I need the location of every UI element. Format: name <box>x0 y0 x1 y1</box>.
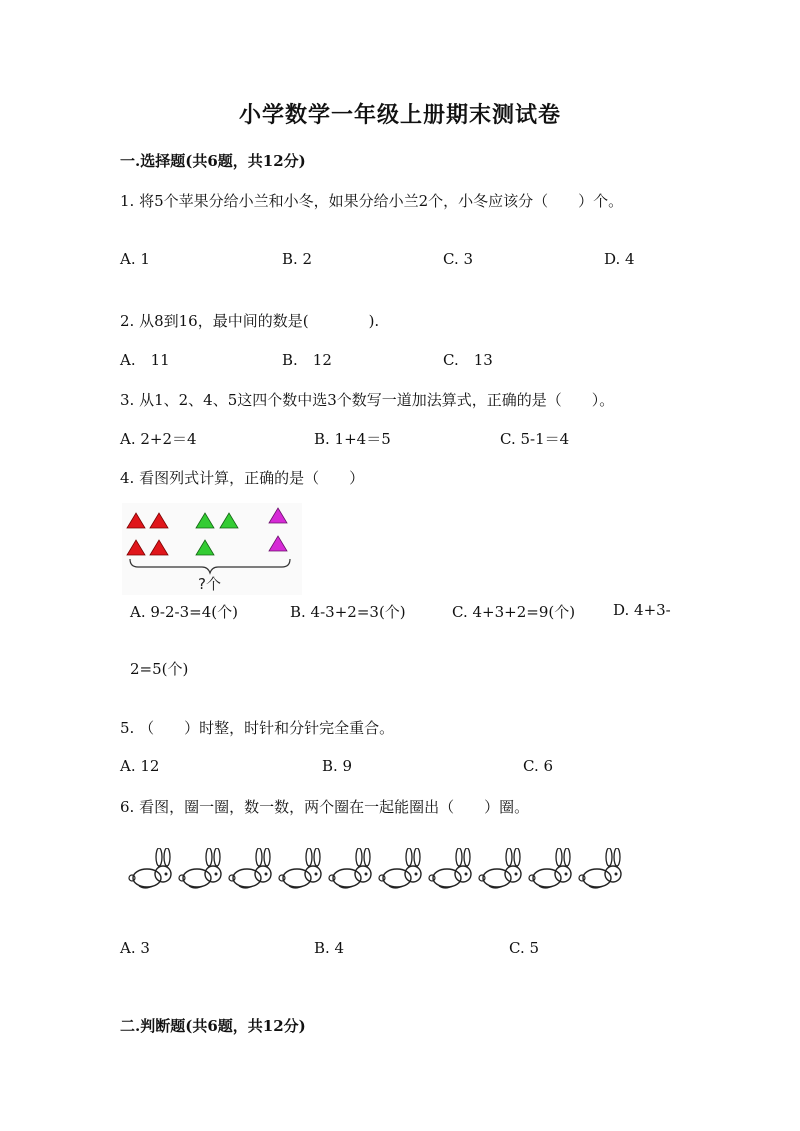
rabbit-icon <box>129 848 171 888</box>
rabbit-row <box>125 848 625 894</box>
q5-option-c[interactable]: C. 6 <box>523 757 554 775</box>
q5-option-a[interactable]: A. 12 <box>120 757 160 775</box>
q2-option-c[interactable]: C. 13 <box>443 351 493 369</box>
figure-label: ?个 <box>198 575 221 593</box>
page-title: 小学数学一年级上册期末测试卷 <box>238 102 561 128</box>
section-heading-choice: 一.选择题(共6题，共12分) <box>120 152 306 170</box>
q3-option-a[interactable]: A. 2+2＝4 <box>120 430 197 448</box>
question-4: 4. 看图列式计算，正确的是（ ） <box>120 469 365 487</box>
q2-option-b[interactable]: B. 12 <box>282 351 332 369</box>
q4-option-d[interactable]: D. 4+3- <box>613 601 671 619</box>
q6-option-a[interactable]: A. 3 <box>120 939 150 957</box>
question-1: 1. 将5个苹果分给小兰和小冬，如果分给小兰2个，小冬应该分（ ）个。 <box>120 192 624 210</box>
question-3: 3. 从1、2、4、5这四个数中选3个数写一道加法算式，正确的是（ ）。 <box>120 391 615 409</box>
question-5: 5. （ ）时整，时针和分针完全重合。 <box>120 719 395 737</box>
q3-option-c[interactable]: C. 5-1＝4 <box>500 430 570 448</box>
q6-option-c[interactable]: C. 5 <box>509 939 540 957</box>
rabbit-icon <box>579 848 621 888</box>
q4-option-d-continued: 2=5(个) <box>130 660 189 678</box>
q2-option-a[interactable]: A. 11 <box>120 351 170 369</box>
q1-option-c[interactable]: C. 3 <box>443 250 474 268</box>
q1-option-a[interactable]: A. 1 <box>120 250 150 268</box>
q1-option-d[interactable]: D. 4 <box>604 250 635 268</box>
q1-option-b[interactable]: B. 2 <box>282 250 313 268</box>
rabbit-icon <box>279 848 321 888</box>
rabbit-icon <box>429 848 471 888</box>
q4-option-b[interactable]: B. 4-3+2=3(个) <box>290 603 406 621</box>
rabbit-icon <box>329 848 371 888</box>
q5-option-b[interactable]: B. 9 <box>322 757 353 775</box>
q4-option-c[interactable]: C. 4+3+2=9(个) <box>452 603 576 621</box>
section-heading-judgement: 二.判断题(共6题，共12分) <box>120 1017 306 1035</box>
question-2: 2. 从8到16，最中间的数是( ). <box>120 312 380 330</box>
rabbit-icon <box>379 848 421 888</box>
q3-option-b[interactable]: B. 1+4＝5 <box>314 430 391 448</box>
q4-option-a[interactable]: A. 9-2-3=4(个) <box>130 603 238 621</box>
rabbit-icon <box>229 848 271 888</box>
q6-option-b[interactable]: B. 4 <box>314 939 345 957</box>
triangle-figure <box>122 503 302 595</box>
question-6: 6. 看图，圈一圈，数一数，两个圈在一起能圈出（ ）圈。 <box>120 798 530 816</box>
rabbit-icon <box>529 848 571 888</box>
rabbit-icon <box>479 848 521 888</box>
rabbit-icon <box>179 848 221 888</box>
